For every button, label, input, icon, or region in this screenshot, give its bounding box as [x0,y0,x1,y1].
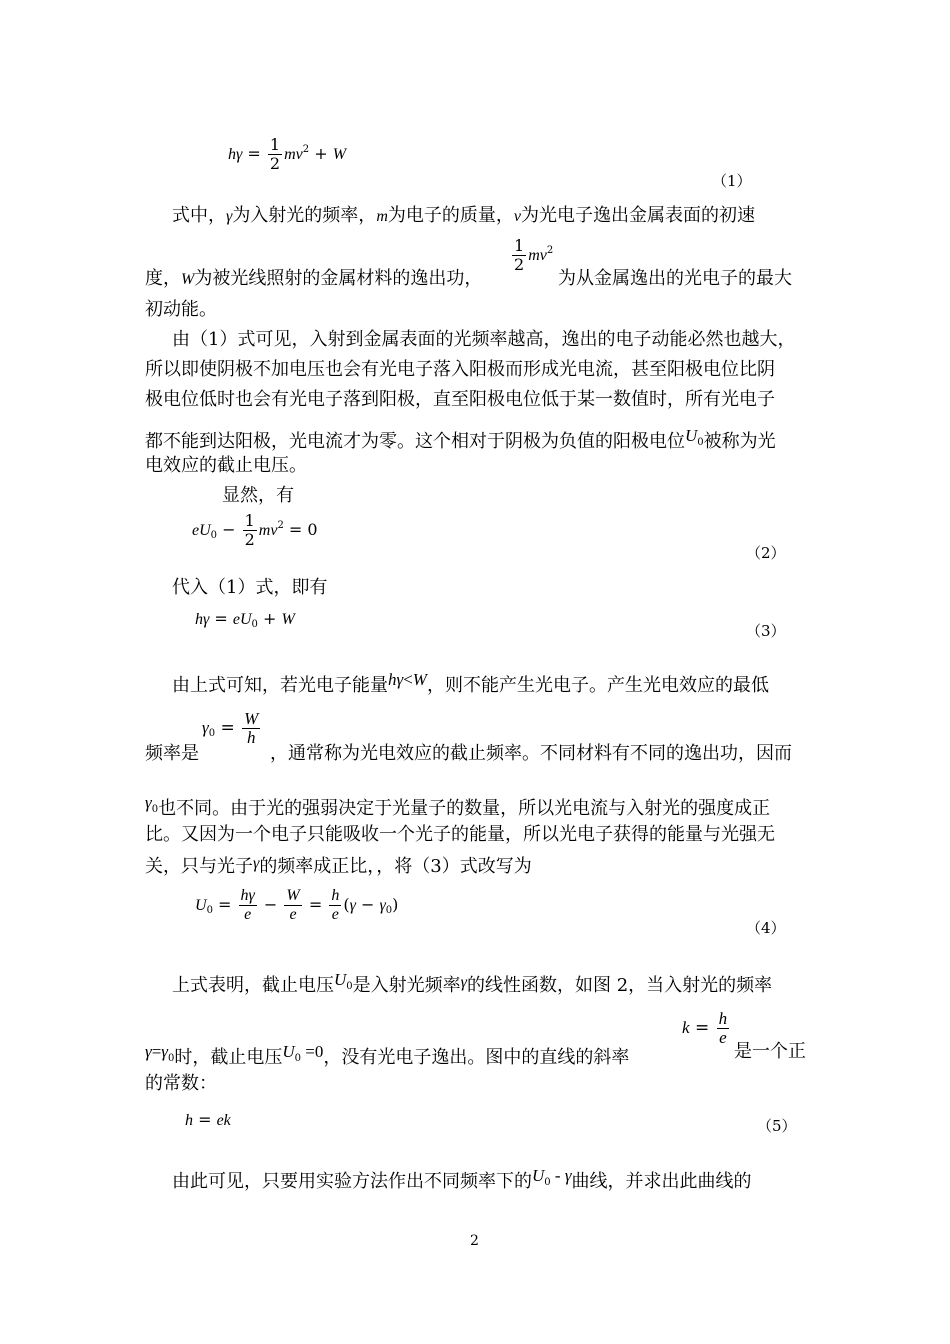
equation-number-1: （1） [712,172,752,190]
inline-cutoff-frequency: $\gamma_0$ = $\frac{W}{h}$ [202,709,259,747]
text-line: 显然，有 [222,485,294,506]
text-line: 度，W为被光线照射的金属材料的逸出功， [145,268,483,289]
text-line: 上式表明，截止电压$U_0$是入射光频率γ的线性函数，如图 2，当入射光的频率 [172,970,773,996]
text-line: 频率是 [145,743,199,764]
text-line: 都不能到达阳极，光电流才为零。这个相对于阴极为负值的阳极电位$U_0$被称为光 [145,426,776,452]
equation-3: $h\gamma = eU_0 + W$ [195,609,295,630]
equation-number-3: （3） [746,622,786,640]
inline-kinetic-energy: $\frac{1}{2}$ $mv^2$ [514,236,554,274]
equation-number-2: （2） [746,544,786,562]
equation-number-4: （4） [746,919,786,937]
text-line: 由（1）式可见，入射到金属表面的光频率越高，逸出的电子动能必然也越大， [172,329,796,350]
text-line: 为从金属逸出的光电子的最大 [558,268,792,289]
text-line: 的常数： [145,1073,217,1094]
equation-4: $U_0$ = $\frac{h\gamma}{e}$ − $\frac{W}{e}$ = $\frac{h}{e}$ $(\gamma - \gamma_0)$ [195,887,399,923]
text-line: $\gamma=\gamma_0$时，截止电压$U_0 =0$，没有光电子逸出。图中的直线的斜率 [145,1042,630,1068]
equation-2: $eU_0$ − $\frac{1}{2}$ $mv^2 = 0$ [192,511,318,549]
text-line: 是一个正 [734,1041,806,1062]
text-line: 电效应的截止电压。 [145,455,307,476]
text-line: 所以即使阴极不加电压也会有光电子落入阳极而形成光电流，甚至阳极电位比阴 [145,359,775,380]
page-number: 2 [470,1233,479,1249]
text-line: $\gamma_0$也不同。由于光的强弱决定于光量子的数量，所以光电流与入射光的强度成正 [145,793,771,819]
equation-5: h = ek [185,1110,231,1129]
text-line: 极电位低时也会有光电子落到阳极，直至阳极电位低于某一数值时，所有光电子 [145,389,775,410]
text-line: 初动能。 [145,299,217,320]
equation-number-5: （5） [757,1117,797,1135]
text-line: 关，只与光子γ的频率成正比，，将（3）式改写为 [145,855,532,877]
text-line: 比。又因为一个电子只能吸收一个光子的能量，所以光电子获得的能量与光强无 [145,824,775,845]
text-line: 式中，γ为入射光的频率，m为电子的质量，v为光电子逸出金属表面的初速 [172,205,755,226]
equation-1: hγ = $\frac{1}{2}$ $mv^2 + W$ [228,135,347,173]
text-line: 代入（1）式，即有 [172,577,328,598]
inline-slope: k = $\frac{h}{e}$ [682,1009,728,1047]
text-line: ，通常称为光电效应的截止频率。不同材料有不同的逸出功，因而 [270,743,792,764]
text-line: 由此可见，只要用实验方法作出不同频率下的$U_0$ - γ曲线，并求出此曲线的 [172,1166,752,1192]
text-line: 由上式可知，若光电子能量hγ<W，则不能产生光电子。产生光电效应的最低 [172,670,769,696]
